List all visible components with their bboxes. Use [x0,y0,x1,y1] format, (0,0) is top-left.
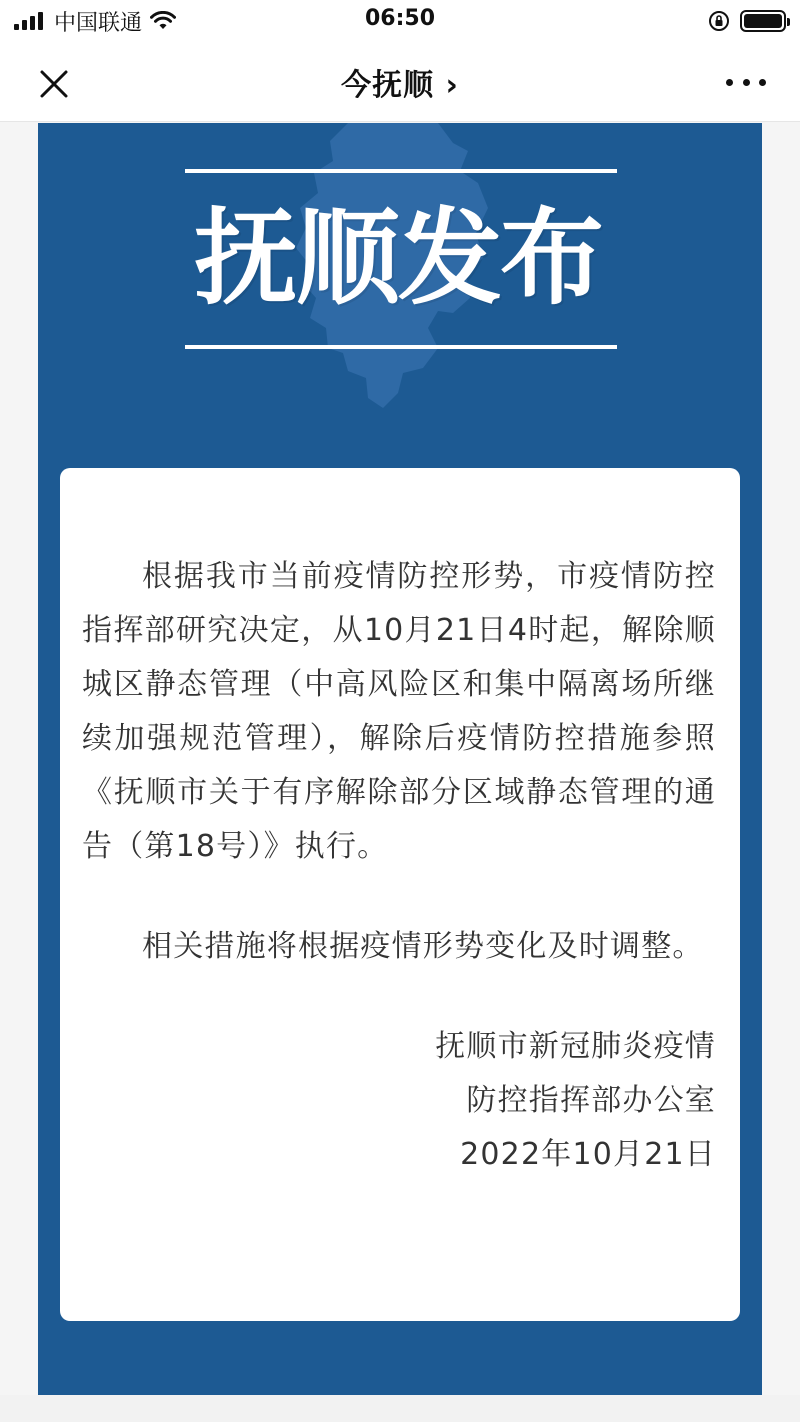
carrier-label: 中国联通 [54,10,143,36]
nav-bar [0,42,800,122]
notice-paragraph: 根据我市当前疫情防控形势，市疫情防控指挥部研究决定，从10月21日4时起，解除顺城区静态管理（中高风险区和集中隔离场所继续加强规范管理），解除后疫情防控措施参照《抚顺市关于有序解除部分区域静态管理的通告（第18号）》执行。 [82,559,716,864]
more-icon-dot [759,79,766,86]
status-right [708,7,786,35]
orientation-lock-icon [708,10,730,32]
signature-line: 抚顺市新冠肺炎疫情 [435,1029,716,1064]
banner-title: 抚顺发布 [193,197,602,319]
notice-paragraph: 相关措施将根据疫情形势变化及时调整。 [142,929,704,964]
signature-line: 防控指挥部办公室 [466,1083,716,1118]
bottom-area [0,1395,800,1422]
signature-date: 2022年10月21日 [460,1137,716,1172]
more-icon-dot [726,79,733,86]
article-image [38,123,762,1395]
signature-block [82,1020,716,1182]
more-button[interactable] [726,72,766,92]
banner-rule-bottom [185,345,617,349]
more-icon-dot [743,79,750,86]
status-bar [0,0,800,42]
notice-card [60,468,740,1321]
banner-rule-top [185,169,617,173]
status-time: 06:50 [364,6,436,31]
battery-icon [740,10,786,32]
banner [38,123,762,468]
account-title-link[interactable]: 今抚顺 › [341,68,459,103]
